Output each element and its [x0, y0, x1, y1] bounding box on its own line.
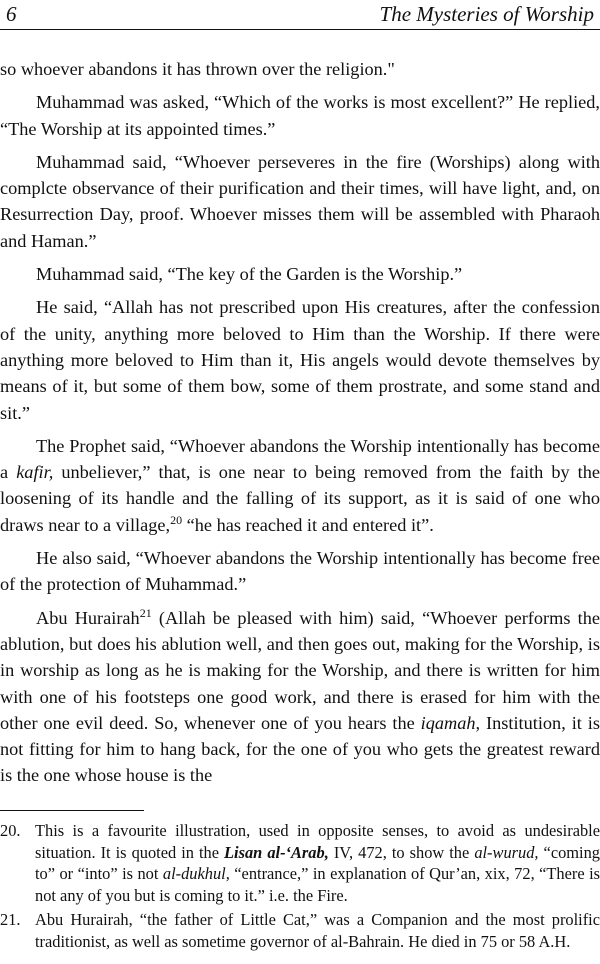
paragraph-7: He also said, “Whoever abandons the Worship intentionally has become free of the protection of Muhammad.” — [0, 548, 600, 595]
footnote-number: 20. — [0, 821, 21, 840]
al-dukhul-term: al-dukhul, — [162, 864, 230, 884]
footnote-text — [35, 820, 600, 906]
footnote-ref-21[interactable]: 21 — [139, 605, 152, 620]
footnote-text-part: “entrance,” in explanation of Qur’an, xix, 72, “There is not any of you but is coming to it.” i.e. the Fire. — [35, 864, 600, 905]
running-title: The Mysteries of Worship — [379, 2, 594, 26]
paragraph-6-text-c: “he has reached it and entered it”. — [182, 514, 434, 535]
paragraph-8-text-c: Institution, it is not fitting for him to hang back, for the one of you who gets the greatest reward is the one whose house is the — [0, 712, 600, 786]
paragraph-6-text-b: unbeliever,” that, is one near to being removed from the faith by the loosening of its handle and the falling of its support, as it is said of one who draws near to a village, — [0, 462, 600, 535]
page-header — [6, 2, 594, 28]
paragraph-2: Muhammad was asked, “Which of the works is most excellent?” He replied, “The Worship at its appointed times.” — [0, 92, 600, 139]
paragraph-4: Muhammad said, “The key of the Garden is the Worship.” — [36, 264, 463, 285]
paragraph-6 — [0, 433, 600, 538]
paragraph-3: Muhammad said, “Whoever perseveres in the fire (Worships) along with complcte observance of their purification and their times, will have light, and, on Resurrection Day, proof. Whoever misses them will be assembled with Pharaoh and Haman.” — [0, 151, 600, 251]
paragraph-5: He said, “Allah has not prescribed upon His creatures, after the confession of the unity, anything more beloved to Him than the Worship. If there were anything more beloved to Him than it, His angels would devote themselves by means of it, but some of them bow, some of them prostrate, and some stand and sit.” — [0, 297, 600, 423]
footnote-21 — [0, 909, 600, 952]
lisan-al-arab-title: Lisan al-‘Arab, — [224, 842, 329, 862]
footnote-text-part: “coming to” or “into” is not — [35, 842, 600, 884]
paragraph-1: so whoever abandons it has thrown over the religion." — [0, 59, 395, 79]
iqamah-term: iqamah, — [420, 712, 481, 733]
header-rule — [0, 29, 600, 30]
paragraph-8 — [0, 605, 600, 789]
footnote-rule — [0, 810, 144, 811]
footnote-text-part: IV, 472, to show the — [328, 842, 475, 862]
body-text — [0, 56, 600, 796]
paragraph-8-text-a: Abu Hurairah — [36, 607, 140, 628]
footnote-text: Abu Hurairah, “the father of Little Cat,” was a Companion and the most prolific traditionist, as well as sometime governor of al-Bahrain. He died in 75 or 58 A.H. — [35, 910, 600, 951]
footnote-text-part: This is a favourite illustration, used in opposite senses, to avoid as undesirable situation. It is quoted in the — [35, 821, 600, 862]
al-wurud-term: al-wurud, — [474, 842, 539, 862]
paragraph-6-text-a: The Prophet said, “Whoever abandons the Worship intentionally has become a — [0, 435, 600, 483]
kafir-term: kafir, — [16, 462, 54, 483]
footnote-20 — [0, 820, 600, 906]
footnote-number: 21. — [0, 910, 21, 930]
footnote-ref-20[interactable]: 20 — [170, 512, 183, 527]
page-number: 6 — [6, 2, 17, 26]
paragraph-8-text-b: (Allah be pleased with him) said, “Whoever performs the ablution, but does his ablution well, and then goes out, making for the Worship, is in worship as long as he is making for the Worship, and there is written for him with one of his footsteps one good work, and there is erased for him with the other one evil deed. So, whenever one of you hears the — [0, 607, 600, 733]
footnotes — [0, 820, 600, 956]
